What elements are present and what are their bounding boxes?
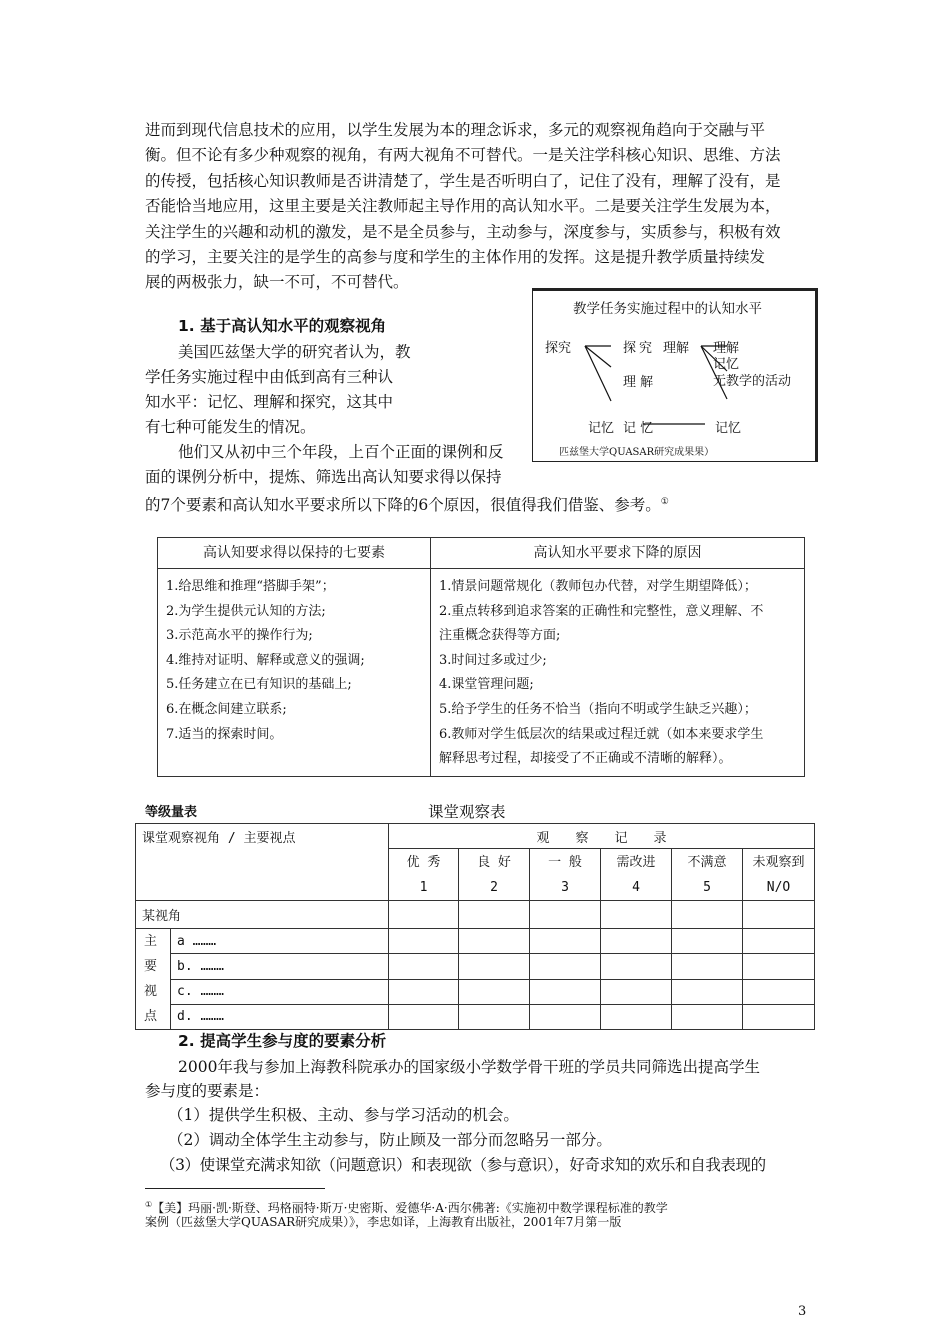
char: 视	[144, 984, 158, 999]
cell[interactable]	[743, 954, 815, 979]
list-item: 3.示范高水平的操作行为;	[166, 628, 313, 644]
cell[interactable]	[743, 979, 815, 1004]
grade-num: 2	[490, 879, 498, 895]
text-line: （1）提供学生积极、主动、参与学习活动的机会。	[168, 1106, 519, 1124]
grade-name: 需改进	[616, 854, 656, 870]
text-line: 2000年我与参加上海教科院承办的国家级小学数学骨干班的学员共同筛选出提高学生	[178, 1058, 760, 1076]
grade-header	[530, 849, 601, 901]
text-line: 有七种可能发生的情况。	[145, 418, 316, 436]
text-line: 面的课例分析中，提炼、筛选出高认知要求得以保持	[145, 468, 502, 486]
grade-name: 优 秀	[406, 854, 441, 870]
main-points-label	[136, 929, 171, 1030]
cell[interactable]	[459, 954, 530, 979]
cell[interactable]	[389, 954, 459, 979]
label: 探究	[623, 341, 656, 356]
cognitive-factors-table	[157, 537, 805, 777]
left-cell	[158, 569, 431, 777]
right-cell	[431, 569, 805, 777]
label: 探究	[545, 341, 572, 356]
text: 的7个要素和高认知水平要求所以下降的6个原因，很值得我们借鉴、参考。	[145, 496, 661, 515]
text-line	[145, 492, 669, 515]
cell[interactable]	[601, 954, 672, 979]
list-item: 6.在概念间建立联系;	[166, 701, 287, 717]
grade-header	[743, 849, 815, 901]
cell[interactable]	[672, 901, 743, 929]
text-line: （3）使课堂充满求知欲（问题意识）和表现欲（参与意识），好奇求知的欢乐和自我表现的	[160, 1156, 766, 1174]
cognitive-level-diagram	[532, 288, 818, 462]
list-item: 7.适当的探索时间。	[166, 726, 283, 742]
cell[interactable]	[459, 901, 530, 929]
point-cell: c. ………	[171, 979, 389, 1004]
text-line: （2）调动全体学生主动参与，防止顾及一部分而忽略另一部分。	[168, 1131, 612, 1149]
line	[585, 346, 611, 401]
text-line: 他们又从初中三个年段，上百个正面的课例和反	[178, 443, 504, 461]
column-header: 高认知水平要求下降的原因	[431, 538, 805, 569]
grade-name: 一 般	[548, 854, 582, 870]
footnote-ref[interactable]: ①	[660, 497, 669, 507]
text-line: 学任务实施过程中由低到高有三种认	[145, 368, 394, 386]
point-cell: a ………	[171, 929, 389, 954]
point-cell: b. ………	[171, 954, 389, 979]
cell[interactable]	[530, 901, 601, 929]
label: 记忆	[713, 357, 740, 372]
cell[interactable]	[389, 979, 459, 1004]
cell[interactable]	[459, 979, 530, 1004]
cell[interactable]	[672, 929, 743, 954]
label: 无教学的活动	[713, 374, 792, 389]
label: 记忆	[715, 421, 742, 436]
text-line: 的学习，主要关注的是学生的高参与度和学生的主体作用的发挥。这是提升教学质量持续发	[145, 248, 766, 266]
text-line: 衡。但不论有多少种观察的视角，有两大视角不可替代。一是关注学科核心知识、思维、方法	[145, 146, 781, 164]
page-number: 3	[798, 1304, 807, 1319]
grade-header	[389, 849, 459, 901]
text-line: 知水平：记忆、理解和探究，这其中	[145, 393, 394, 411]
grade-num: 4	[632, 879, 640, 895]
record-header: 观 察 记 录	[389, 824, 815, 849]
grade-num: N/O	[766, 879, 791, 895]
cell[interactable]	[389, 1004, 459, 1029]
line	[585, 346, 611, 367]
diagram-title: 教学任务实施过程中的认知水平	[573, 301, 762, 317]
list-item: 6.教师对学生低层次的结果或过程迁就（如本来要求学生	[439, 726, 764, 742]
rating-scale-label: 等级量表	[145, 805, 198, 820]
grade-num: 3	[561, 879, 569, 895]
cell[interactable]	[743, 929, 815, 954]
char: 点	[144, 1009, 158, 1024]
cell[interactable]	[530, 979, 601, 1004]
label: 记 忆	[623, 421, 654, 436]
list-item: 5.给予学生的任务不恰当（指向不明或学生缺乏兴趣）；	[439, 701, 757, 717]
label: 理解	[713, 341, 740, 356]
cell[interactable]	[601, 979, 672, 1004]
text-line: 美国匹兹堡大学的研究者认为，教	[178, 343, 411, 361]
cell[interactable]	[601, 1004, 672, 1029]
cell[interactable]	[601, 901, 672, 929]
list-item: 注重概念获得等方面;	[439, 628, 561, 644]
list-item: 1.给思维和推理“搭脚手架”；	[166, 579, 335, 594]
label: 记忆	[588, 421, 615, 436]
column-header: 高认知要求得以保持的七要素	[158, 538, 431, 569]
grade-header	[459, 849, 530, 901]
grade-name: 不满意	[687, 854, 727, 870]
text-line: 否能恰当地应用，这里主要是关注教师起主导作用的高认知水平。二是要关注学生发展为本，	[145, 197, 781, 215]
perspective-cell: 某视角	[136, 901, 389, 929]
section-1-heading: 1. 基于高认知水平的观察视角	[178, 317, 387, 335]
cell[interactable]	[743, 901, 815, 929]
diagram-source: 匹兹堡大学QUASAR研究成果果）	[559, 447, 715, 458]
list-item: 5.任务建立在已有知识的基础上;	[166, 677, 352, 693]
point-cell: d. ………	[171, 1004, 389, 1029]
label: 理 解	[623, 375, 654, 390]
list-item: 2.重点转移到追求答案的正确性和完整性，意义理解、不	[439, 603, 764, 619]
list-item: 解释思考过程，却接受了不正确或不清晰的解释）。	[439, 751, 732, 767]
cell[interactable]	[459, 929, 530, 954]
observation-table-title: 课堂观察表	[428, 803, 506, 821]
grade-header	[672, 849, 743, 901]
text: 【美】玛丽·凯·斯登、玛格丽特·斯万·史密斯、爱德华·A·西尔佛著:《实施初中数学课程标准的教学	[152, 1201, 668, 1215]
grade-name: 良 好	[477, 854, 511, 870]
list-item: 4.维持对证明、解释或意义的强调;	[166, 652, 365, 668]
cell[interactable]	[530, 1004, 601, 1029]
section-2-heading: 2. 提高学生参与度的要素分析	[178, 1032, 387, 1050]
text-line: 参与度的要素是：	[145, 1082, 270, 1100]
cell[interactable]	[743, 1004, 815, 1029]
text-line: 展的两极张力，缺一不可，不可替代。	[145, 273, 409, 291]
grade-header	[601, 849, 672, 901]
list-item: 3.时间过多或过少;	[439, 652, 547, 668]
text-line: 进而到现代信息技术的应用，以学生发展为本的理念诉求，多元的观察视角趋向于交融与平	[145, 121, 766, 139]
list-item: 4.课堂管理问题;	[439, 677, 534, 693]
text-line: 的传授，包括核心知识教师是否讲清楚了，学生是否听明白了，记住了没有，理解了没有，是	[145, 172, 781, 190]
char: 要	[144, 959, 158, 974]
cell[interactable]	[672, 954, 743, 979]
cell[interactable]	[672, 1004, 743, 1029]
cell[interactable]	[530, 929, 601, 954]
cell[interactable]	[459, 1004, 530, 1029]
list-item: 2.为学生提供元认知的方法;	[166, 603, 326, 619]
char: 主	[144, 934, 158, 949]
footnote-mark: ①	[145, 1200, 153, 1209]
corner-header: 课堂观察视角 / 主要视点	[136, 824, 389, 901]
cell[interactable]	[601, 929, 672, 954]
footnote-divider	[145, 1188, 325, 1189]
cell[interactable]	[672, 979, 743, 1004]
list-item: 1.情景问题常规化（教师包办代替，对学生期望降低）；	[439, 579, 757, 594]
grade-num: 5	[703, 879, 711, 895]
label: 理解	[663, 341, 690, 356]
text-line: 关注学生的兴趣和动机的激发，是不是全员参与，主动参与，深度参与，实质参与，积极有效	[145, 223, 781, 241]
cell[interactable]	[389, 929, 459, 954]
grade-num: 1	[419, 879, 428, 895]
observation-table	[135, 823, 815, 1030]
grade-name: 未观察到	[752, 854, 805, 870]
footnote-line: 案例（匹兹堡大学QUASAR研究成果）》，李忠如译，上海教育出版社，2001年7月第一版	[145, 1215, 622, 1229]
cell[interactable]	[530, 954, 601, 979]
cell[interactable]	[389, 901, 459, 929]
